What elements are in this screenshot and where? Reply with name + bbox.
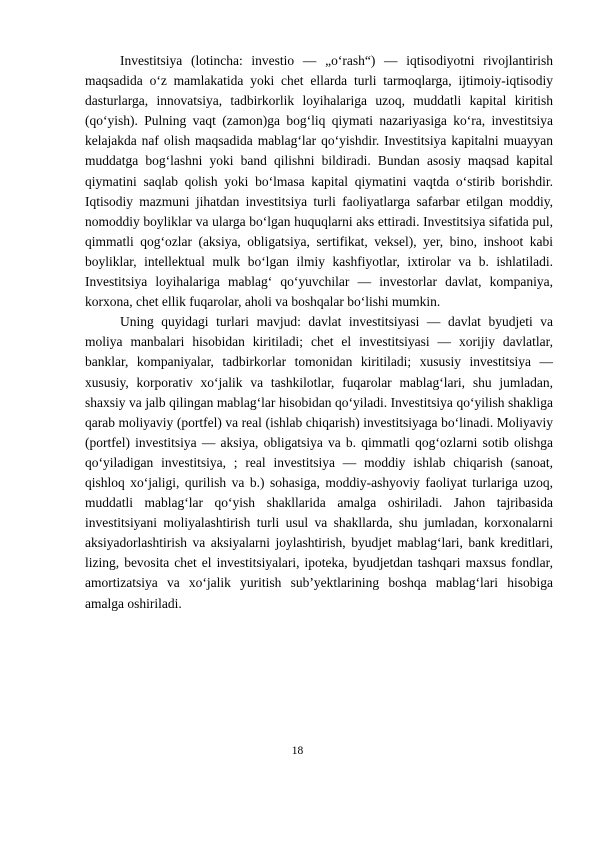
paragraph-investitsiya-types: Uning quyidagi turlari mavjud: davlat investitsiyasi — davlat byudjeti va moliya manbalari hisobidan kiritiladi; chet el investitsiyasi — xorijiy davlatlar, banklar, kompaniyalar, tadbirkorlar tomonidan kiritiladi; xususiy investitsiya — xususiy, korporativ xo‘jalik va tashkilotlar, fuqarolar mablag‘lari, shu jumladan, shaxsiy va jalb qilingan mablag‘lar hisobidan qo‘yiladi. Investitsiya qo‘yilish shakliga qarab moliyaviy (portfel) va real (ishlab chiqarish) investitsiyaga bo‘linadi. Moliyaviy (portfel) investitsiya — aksiya, obligatsiya va b. qimmatli qog‘ozlarni sotib olishga qo‘yiladigan investitsiya, ; real investitsiya — moddiy ishlab chiqarish (sanoat, qishloq xo‘jaligi, qurilish va b.) sohasiga, moddiy-ashyoviy faoliyat turlariga uzoq, muddatli mablag‘lar qo‘yish shakllarida amalga oshiriladi. Jahon tajribasida investitsiyani moliyalashtirish turli usul va shakllarda, shu jumladan, korxonalarni aksiyadorlashtirish va aksiyalarni joylashtirish, byudjet mablag‘lari, bank kreditlari, lizing, bevosita chet el investitsiyalari, ipoteka, byudjetdan tashqari maxsus fondlar, amortizatsiya va xo‘jalik yuritish sub’yektlarining boshqa mablag‘lari hisobiga amalga oshiriladi. <box>85 314 553 611</box>
page-number: 18 <box>291 745 304 757</box>
document-body <box>85 51 553 614</box>
paragraph-investitsiya-definition: Investitsiya (lotincha: investio — „o‘rash“) — iqtisodiyotni rivojlantirish maqsadida o‘z mamlakatida yoki chet ellarda turli tarmoqlarga, ijtimoiy-iqtisodiy dasturlarga, innovatsiya, tadbirkorlik loyihalariga uzoq, muddatli kapital kiritish (qo‘yish). Pulning vaqt (zamon)ga bog‘liq qiymati nazariyasiga ko‘ra, investitsiya kelajakda naf olish maqsadida mablag‘lar qo‘yishdir. Investitsiya kapitalni muayyan muddatga bog‘lashni yoki band qilishni bildiradi. Bundan asosiy maqsad kapital qiymatini saqlab qolish yoki bo‘lmasa kapital qiymatini vaqtda o‘stirib borishdir. Iqtisodiy mazmuni jihatdan investitsiya turli faoliyatlarga safarbar etilgan moddiy, nomoddiy boyliklar va ularga bo‘lgan huquqlarni aks ettiradi. Investitsiya sifatida pul, qimmatli qog‘ozlar (aksiya, obligatsiya, sertifikat, veksel), yer, bino, inshoot kabi boyliklar, intellektual mulk bo‘lgan ilmiy kashfiyotlar, ixtirolar va b. ishlatiladi. Investitsiya loyihalariga mablag‘ qo‘yuvchilar — investorlar davlat, kompaniya, korxona, chet ellik fuqarolar, aholi va boshqalar bo‘lishi mumkin. <box>85 53 553 310</box>
